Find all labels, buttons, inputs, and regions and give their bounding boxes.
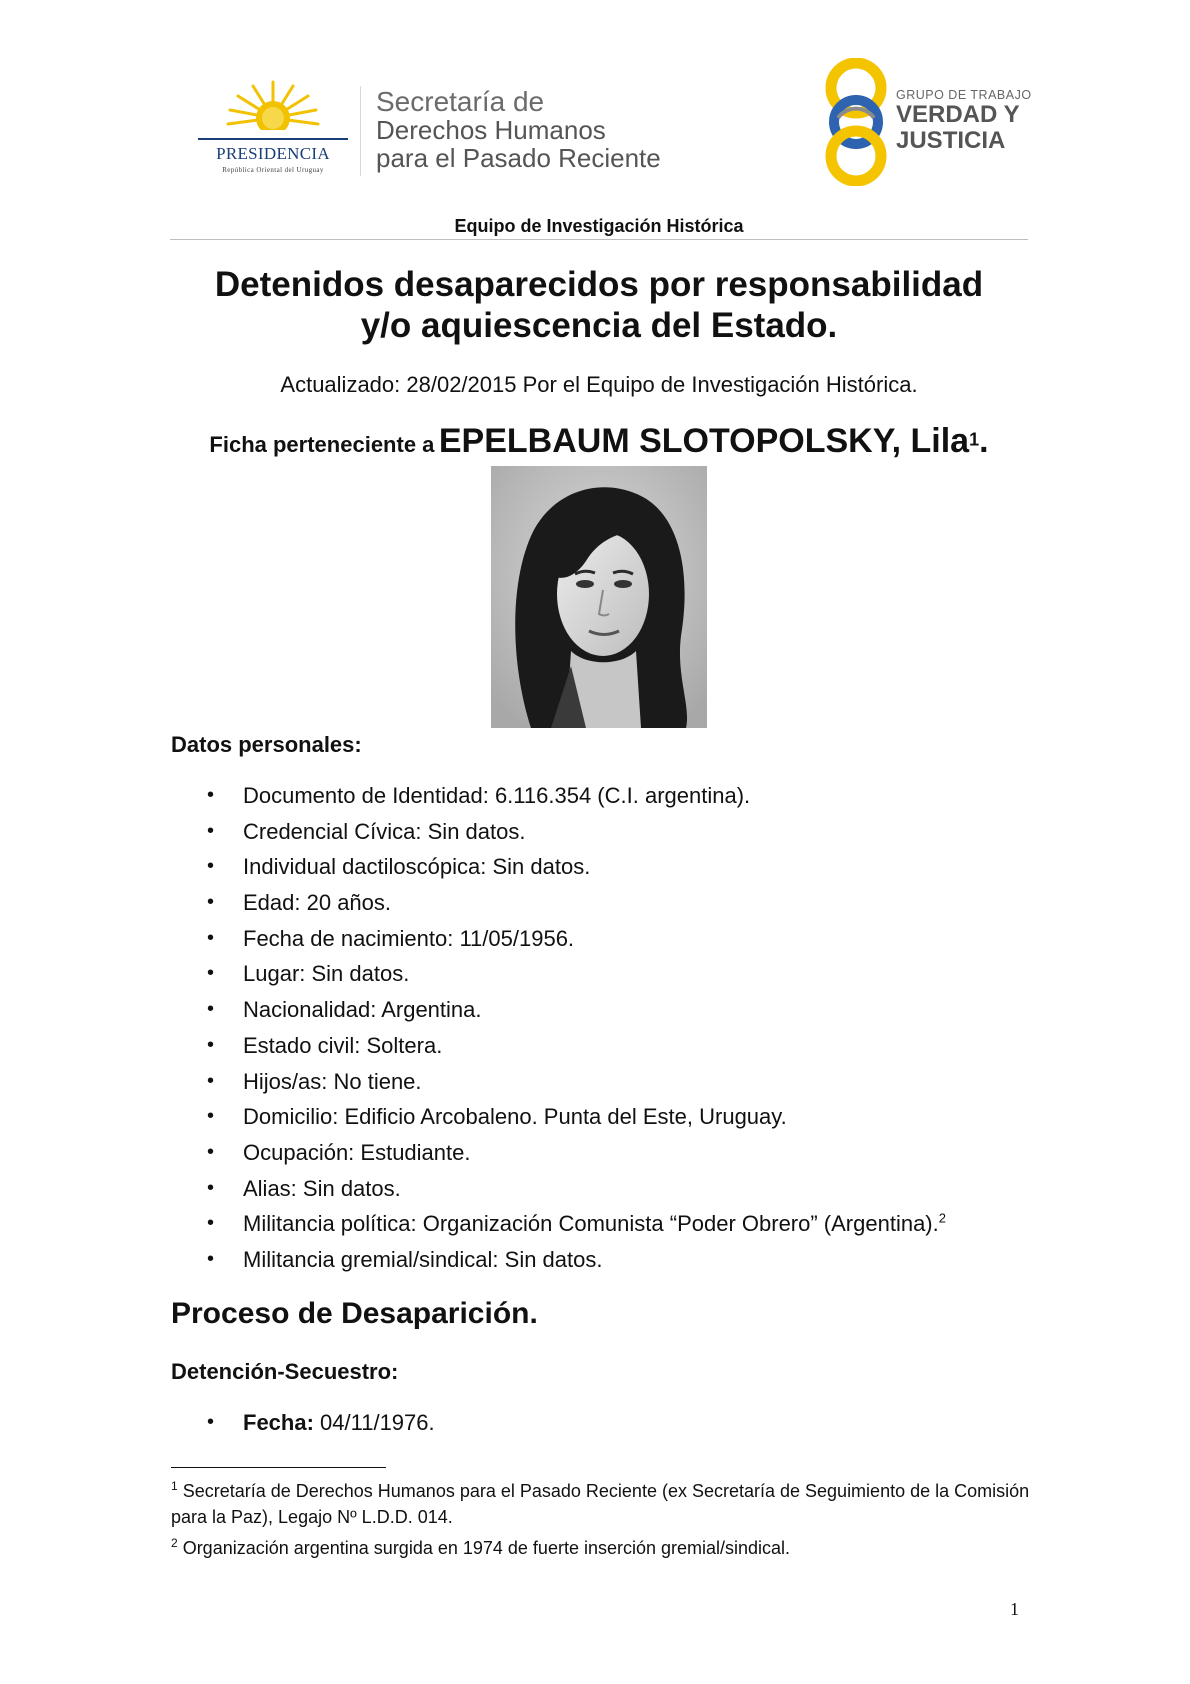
list-item bbox=[171, 1405, 1031, 1441]
ficha-heading bbox=[170, 422, 1028, 461]
grupo-trabajo-label: GRUPO DE TRABAJO bbox=[896, 88, 1032, 102]
header-divider bbox=[360, 86, 361, 176]
footnote-2 bbox=[171, 1530, 1031, 1561]
footnote-marker: 2 bbox=[171, 1536, 178, 1550]
list-item bbox=[171, 956, 1031, 992]
datos-personales-heading: Datos personales: bbox=[171, 732, 362, 757]
proceso-heading: Proceso de Desaparición. bbox=[171, 1297, 538, 1330]
list-item bbox=[171, 992, 1031, 1028]
footnote-text: Organización argentina surgida en 1974 de fuerte inserción gremial/sindical. bbox=[177, 1538, 791, 1558]
list-item-text: Estado civil: Soltera. bbox=[243, 1032, 443, 1058]
fecha-label: Fecha: bbox=[243, 1410, 314, 1435]
presidencia-name: PRESIDENCIA bbox=[216, 144, 330, 163]
secretaria-line-1: Secretaría de bbox=[376, 86, 545, 117]
list-item-text: Domicilio: Edificio Arcobaleno. Punta del Este, Uruguay. bbox=[243, 1104, 787, 1130]
secretaria-logo-text bbox=[376, 88, 661, 172]
secretaria-line-3: para el Pasado Reciente bbox=[376, 143, 661, 173]
presidencia-subtitle: República Oriental del Uruguay bbox=[222, 166, 324, 174]
list-item-text: Nacionalidad: Argentina. bbox=[243, 997, 482, 1023]
list-item bbox=[171, 814, 1031, 850]
verdad-justicia-label bbox=[896, 102, 1020, 154]
chain-rings-icon bbox=[820, 58, 892, 186]
sun-icon bbox=[198, 78, 348, 140]
list-item bbox=[171, 849, 1031, 885]
person-name: EPELBAUM SLOTOPOLSKY, Lila bbox=[438, 422, 970, 460]
list-item bbox=[171, 1099, 1031, 1135]
list-item-text: Ocupación: Estudiante. bbox=[243, 1139, 471, 1165]
list-item-text: Hijos/as: No tiene. bbox=[243, 1068, 422, 1094]
footnote-ref-2: 2 bbox=[938, 1210, 946, 1226]
document-title bbox=[170, 264, 1028, 346]
list-item bbox=[171, 1171, 1031, 1207]
portrait-photo bbox=[491, 466, 707, 728]
title-line-2: y/o aquiescencia del Estado. bbox=[360, 306, 838, 345]
verdad-word: VERDAD Y bbox=[896, 101, 1020, 128]
footnote-text: Secretaría de Derechos Humanos para el Pasado Reciente (ex Secretaría de Seguimiento de la Comisión para la Paz), Legajo Nº L.D.D. 014. bbox=[171, 1481, 1030, 1527]
list-item-text: Lugar: Sin datos. bbox=[243, 961, 410, 987]
list-item-text: Individual dactiloscópica: Sin datos. bbox=[243, 854, 591, 880]
list-item bbox=[171, 778, 1031, 814]
updated-line: Actualizado: 28/02/2015 Por el Equipo de Investigación Histórica. bbox=[280, 372, 918, 397]
ficha-prefix: Ficha perteneciente a bbox=[209, 432, 435, 457]
presidencia-logo bbox=[198, 78, 348, 178]
list-item bbox=[171, 1242, 1031, 1278]
detencion-heading: Detención-Secuestro: bbox=[171, 1359, 399, 1384]
footnote-1 bbox=[171, 1473, 1031, 1530]
footnote-ref-1: 1 bbox=[969, 429, 980, 450]
footnotes bbox=[171, 1473, 1031, 1561]
list-item bbox=[171, 1135, 1031, 1171]
list-item-text: Edad: 20 años. bbox=[243, 890, 392, 916]
page-number: 1 bbox=[1010, 1599, 1019, 1619]
list-item bbox=[171, 1064, 1031, 1100]
ficha-suffix: . bbox=[979, 422, 989, 460]
list-item bbox=[171, 921, 1031, 957]
footnote-marker: 1 bbox=[171, 1479, 178, 1493]
footnote-rule bbox=[171, 1467, 386, 1468]
list-item-text: Documento de Identidad: 6.116.354 (C.I. argentina). bbox=[243, 783, 751, 808]
justicia-word: JUSTICIA bbox=[896, 127, 1006, 154]
verdad-justicia-logo bbox=[820, 58, 1030, 188]
detencion-list bbox=[171, 1405, 1031, 1441]
presidencia-rule bbox=[198, 138, 348, 140]
list-item-text: Fecha de nacimiento: 11/05/1956. bbox=[243, 925, 575, 951]
team-label: Equipo de Investigación Histórica bbox=[454, 216, 744, 236]
fecha-value: 04/11/1976. bbox=[313, 1410, 435, 1435]
page-header bbox=[190, 58, 1030, 188]
list-item-text: Alias: Sin datos. bbox=[243, 1175, 401, 1201]
title-line-1: Detenidos desaparecidos por responsabilidad bbox=[214, 265, 984, 304]
header-rule bbox=[170, 239, 1028, 240]
list-item bbox=[171, 885, 1031, 921]
datos-personales-list bbox=[171, 778, 1031, 1278]
list-item bbox=[171, 1206, 1031, 1242]
list-item-text: Credencial Cívica: Sin datos. bbox=[243, 818, 526, 844]
list-item-text: Militancia política: Organización Comunista “Poder Obrero” (Argentina). bbox=[243, 1211, 939, 1237]
list-item-text: Militancia gremial/sindical: Sin datos. bbox=[243, 1246, 603, 1272]
list-item bbox=[171, 1028, 1031, 1064]
secretaria-line-2: Derechos Humanos bbox=[376, 115, 606, 145]
